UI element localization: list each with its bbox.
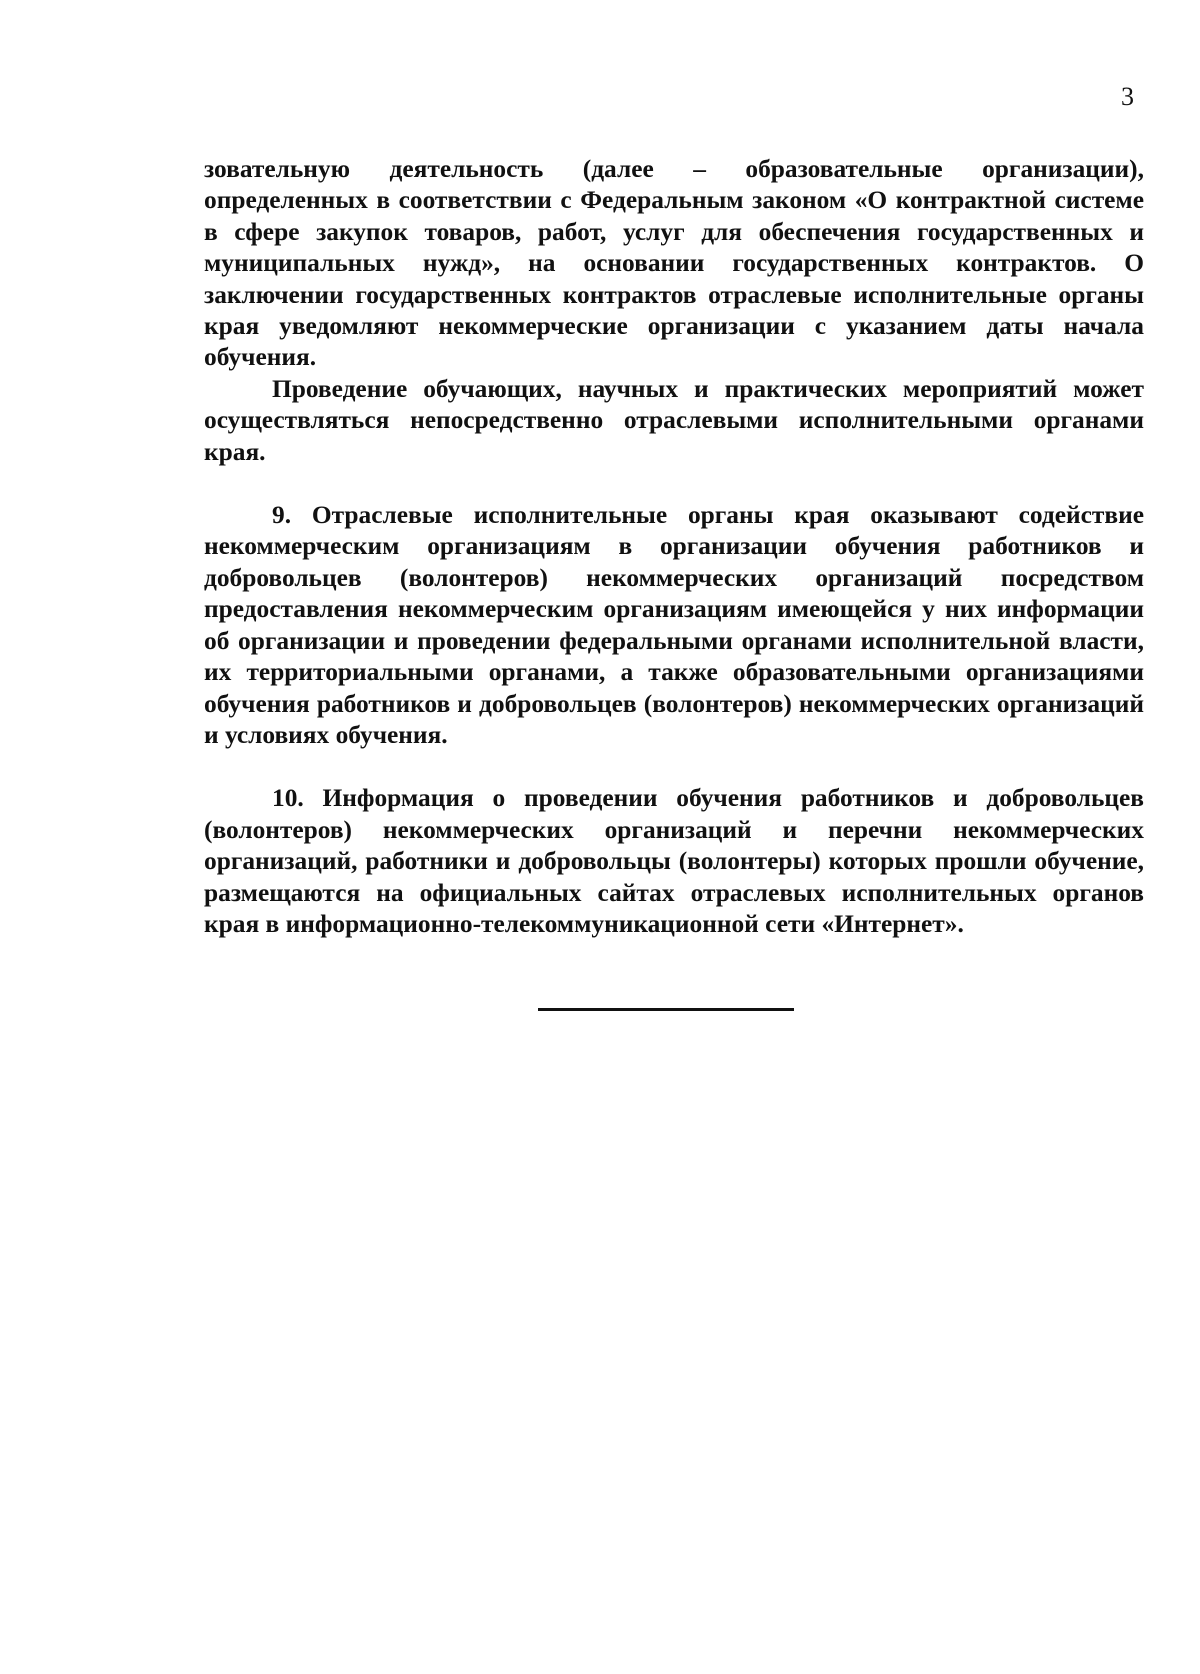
document-body	[204, 154, 1144, 940]
page-number: 3	[1121, 82, 1134, 111]
paragraph-item-9: 9. Отраслевые исполнительные органы края оказывают содействие некоммерческим организациям в организации обучения работников и добровольцев (волонтеров) некоммерческих организаций посредством предоставления некоммерческим организациям имеющейся у них информации об организации и проведении федеральными органами исполнительной власти, их территориальными органами, а также образовательными организациями обучения работников и добровольцев (волонтеров) некоммерческих организаций и условиях обучения.	[204, 501, 1144, 749]
paragraph-item-10: 10. Информация о проведении обучения работников и добровольцев (волонтеров) некоммерческих организаций и перечни некоммерческих организаций, работники и добровольцы (волонтеры) которых прошли обучение, размещаются на официальных сайтах отраслевых исполнительных органов края в информационно-телекоммуникационной сети «Интернет».	[204, 784, 1144, 938]
paragraph-events: Проведение обучающих, научных и практических мероприятий может осуществляться непосредственно отраслевыми исполнительными органами края.	[204, 374, 1144, 466]
paragraph-continuation: зовательную деятельность (далее – образовательные организации), определенных в соответствии с Федеральным законом «О контрактной системе в сфере закупок товаров, работ, услуг для обеспечения государственных и муниципальных нужд», на основании государственных контрактов. О заключении государственных контрактов отраслевые исполнительные органы края уведомляют некоммерческие организации с указанием даты начала обучения.	[204, 155, 1144, 372]
end-of-document-rule	[538, 1008, 794, 1011]
